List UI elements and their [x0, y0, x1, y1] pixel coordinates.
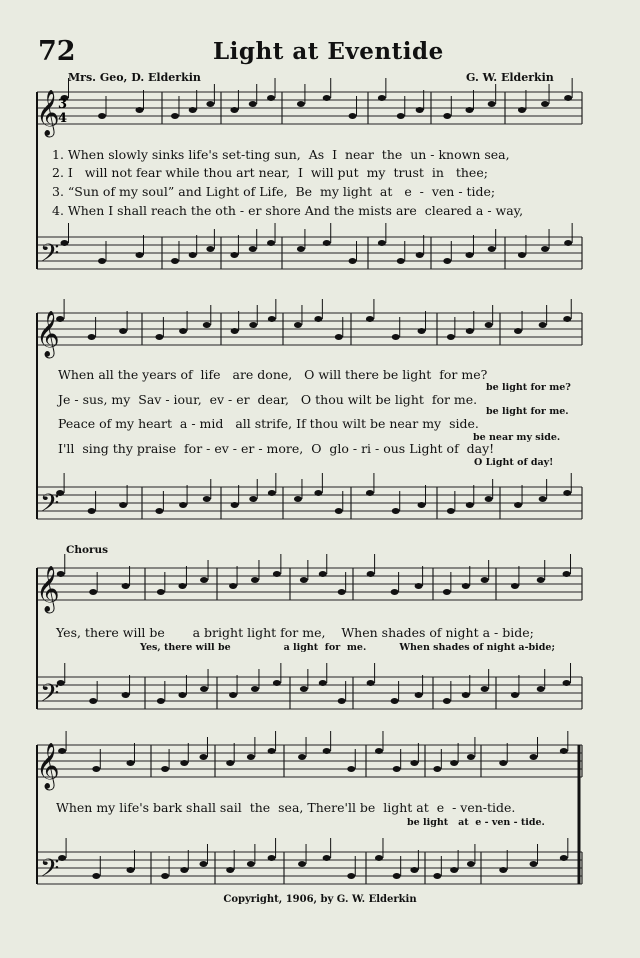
- note-head: [563, 316, 571, 322]
- note-head: [179, 328, 187, 334]
- bass-staff-1: [37, 223, 582, 269]
- note-head: [518, 252, 526, 258]
- refrain-line-2: Je - sus, my Sav - iour, ev - er dear, O thou wilt be light for me.: [58, 392, 478, 407]
- note-head: [338, 698, 346, 704]
- note-head: [366, 316, 374, 322]
- note-head: [189, 252, 197, 258]
- bass-staff-2: [37, 473, 582, 519]
- note-head: [462, 583, 470, 589]
- note-head: [199, 754, 207, 760]
- note-head: [391, 698, 399, 704]
- treble-clef-icon: 𝄞: [36, 311, 60, 357]
- note-head: [433, 766, 441, 772]
- note-head: [485, 496, 493, 502]
- treble-staff-3: [37, 554, 582, 600]
- note-head: [206, 246, 214, 252]
- note-head: [511, 583, 519, 589]
- note-head: [247, 754, 255, 760]
- note-head: [61, 240, 69, 246]
- note-head: [273, 571, 281, 577]
- note-head: [179, 502, 187, 508]
- treble-staff-1: [37, 78, 582, 124]
- verse-4: 4. When I shall reach the oth - er shore And the mists are cleared a - way,: [52, 203, 524, 218]
- note-head: [226, 760, 234, 766]
- note-head: [297, 101, 305, 107]
- note-head: [415, 583, 423, 589]
- note-head: [229, 583, 237, 589]
- note-head: [443, 698, 451, 704]
- note-head: [206, 101, 214, 107]
- note-head: [367, 680, 375, 686]
- bass-clef-icon: 𝄢: [40, 489, 60, 524]
- hymn-number: 72: [38, 36, 76, 67]
- note-head: [171, 113, 179, 119]
- note-head: [450, 867, 458, 873]
- note-head: [465, 107, 473, 113]
- note-head: [178, 692, 186, 698]
- note-head: [297, 246, 305, 252]
- note-head: [98, 113, 106, 119]
- note-head: [267, 95, 275, 101]
- note-head: [180, 867, 188, 873]
- note-head: [199, 861, 207, 867]
- note-head: [92, 873, 100, 879]
- final-line: When my life's bark shall sail the sea, There'll be light at e - ven-tide.: [56, 800, 516, 815]
- note-head: [319, 680, 327, 686]
- time-signature-bottom: 4: [58, 111, 68, 126]
- time-signature-top: 3: [58, 97, 68, 112]
- note-head: [231, 328, 239, 334]
- note-head: [443, 258, 451, 264]
- note-head: [514, 502, 522, 508]
- note-head: [563, 571, 571, 577]
- note-head: [465, 252, 473, 258]
- note-head: [366, 490, 374, 496]
- note-head: [347, 766, 355, 772]
- note-head: [126, 760, 134, 766]
- note-head: [203, 322, 211, 328]
- note-head: [447, 508, 455, 514]
- note-head: [323, 855, 331, 861]
- note-head: [488, 246, 496, 252]
- note-head: [249, 246, 257, 252]
- note-head: [443, 589, 451, 595]
- note-head: [268, 855, 276, 861]
- bass-clef-icon: 𝄢: [40, 854, 60, 889]
- note-head: [518, 107, 526, 113]
- note-head: [119, 502, 127, 508]
- note-head: [349, 258, 357, 264]
- note-head: [335, 334, 343, 340]
- note-head: [530, 754, 538, 760]
- note-head: [563, 490, 571, 496]
- bass-clef-icon: 𝄢: [40, 239, 60, 274]
- note-head: [537, 686, 545, 692]
- note-head: [180, 760, 188, 766]
- bass-staff-3: [37, 663, 582, 709]
- note-head: [88, 508, 96, 514]
- note-head: [539, 496, 547, 502]
- note-head: [378, 95, 386, 101]
- note-head: [393, 873, 401, 879]
- note-head: [410, 760, 418, 766]
- note-head: [98, 258, 106, 264]
- treble-clef-icon: 𝄞: [36, 566, 60, 612]
- note-head: [530, 861, 538, 867]
- note-head: [249, 322, 257, 328]
- note-head: [122, 583, 130, 589]
- note-head: [268, 316, 276, 322]
- note-head: [157, 698, 165, 704]
- note-head: [481, 577, 489, 583]
- verse-3: 3. “Sun of my soul” and Light of Life, Be my light at e - ven - tide;: [52, 184, 496, 199]
- note-head: [347, 873, 355, 879]
- note-head: [268, 490, 276, 496]
- note-head: [564, 240, 572, 246]
- bass-clef-icon: 𝄢: [40, 679, 60, 714]
- note-head: [488, 101, 496, 107]
- note-head: [418, 502, 426, 508]
- refrain-line-1: When all the years of life are done, O will there be light for me?: [58, 367, 488, 382]
- note-head: [416, 107, 424, 113]
- note-head: [335, 508, 343, 514]
- note-head: [393, 766, 401, 772]
- note-head: [267, 240, 275, 246]
- note-head: [539, 322, 547, 328]
- note-head: [378, 240, 386, 246]
- note-head: [323, 240, 331, 246]
- note-head: [273, 680, 281, 686]
- note-head: [161, 766, 169, 772]
- note-head: [499, 760, 507, 766]
- note-head: [226, 867, 234, 873]
- treble-clef-icon: 𝄞: [36, 90, 60, 136]
- note-head: [560, 748, 568, 754]
- note-head: [397, 258, 405, 264]
- note-head: [161, 873, 169, 879]
- note-head: [89, 589, 97, 595]
- note-head: [416, 252, 424, 258]
- note-head: [367, 571, 375, 577]
- note-head: [89, 698, 97, 704]
- note-head: [155, 334, 163, 340]
- note-head: [541, 101, 549, 107]
- note-head: [298, 861, 306, 867]
- note-head: [443, 113, 451, 119]
- note-head: [88, 334, 96, 340]
- treble-clef-icon: 𝄞: [36, 743, 60, 789]
- chorus-line: Yes, there will be a bright light for me, When shades of night a - bide;: [56, 625, 534, 640]
- note-head: [466, 502, 474, 508]
- note-head: [349, 113, 357, 119]
- note-head: [541, 246, 549, 252]
- note-head: [268, 748, 276, 754]
- verse-1: 1. When slowly sinks life's set-ting sun, As I near the un - known sea,: [52, 147, 510, 162]
- composer-credit: G. W. Elderkin: [466, 71, 554, 84]
- note-head: [564, 95, 572, 101]
- treble-staff-2: [37, 299, 582, 345]
- note-head: [300, 686, 308, 692]
- echo-1: be light for me?: [486, 382, 571, 393]
- note-head: [314, 316, 322, 322]
- note-head: [433, 873, 441, 879]
- note-head: [229, 692, 237, 698]
- echo-2: be light for me.: [486, 406, 569, 417]
- note-head: [200, 577, 208, 583]
- final-echo: be light at e - ven - tide.: [407, 817, 545, 828]
- note-head: [338, 589, 346, 595]
- note-head: [410, 867, 418, 873]
- note-head: [157, 589, 165, 595]
- note-head: [392, 508, 400, 514]
- note-head: [249, 101, 257, 107]
- note-head: [323, 748, 331, 754]
- note-head: [203, 496, 211, 502]
- echo-4: O Light of day!: [474, 457, 554, 468]
- refrain-line-4: I'll sing thy praise for - ev - er - more, O glo - ri - ous Light of day!: [58, 441, 495, 456]
- note-head: [462, 692, 470, 698]
- note-head: [294, 496, 302, 502]
- note-head: [485, 322, 493, 328]
- note-head: [397, 113, 405, 119]
- note-head: [294, 322, 302, 328]
- note-head: [298, 754, 306, 760]
- note-head: [511, 692, 519, 698]
- note-head: [375, 855, 383, 861]
- note-head: [391, 589, 399, 595]
- note-head: [499, 867, 507, 873]
- note-head: [450, 760, 458, 766]
- note-head: [375, 748, 383, 754]
- note-head: [467, 861, 475, 867]
- note-head: [126, 867, 134, 873]
- verse-2: 2. I will not fear while thou art near, I will put my trust in thee;: [52, 165, 488, 180]
- treble-staff-4: [37, 731, 582, 777]
- echo-3: be near my side.: [473, 432, 561, 443]
- note-head: [230, 252, 238, 258]
- note-head: [481, 686, 489, 692]
- note-head: [155, 508, 163, 514]
- note-head: [178, 583, 186, 589]
- chorus-bass-line: Yes, there will be a light for me. When shades of night a-bide;: [140, 642, 555, 653]
- note-head: [251, 577, 259, 583]
- note-head: [418, 328, 426, 334]
- note-head: [200, 686, 208, 692]
- note-head: [189, 107, 197, 113]
- note-head: [467, 754, 475, 760]
- note-head: [251, 686, 259, 692]
- note-head: [392, 334, 400, 340]
- note-head: [92, 766, 100, 772]
- refrain-line-3: Peace of my heart a - mid all strife, If thou wilt be near my side.: [58, 416, 479, 431]
- note-head: [563, 680, 571, 686]
- note-head: [136, 252, 144, 258]
- note-head: [466, 328, 474, 334]
- note-head: [447, 334, 455, 340]
- note-head: [119, 328, 127, 334]
- note-head: [560, 855, 568, 861]
- note-head: [300, 577, 308, 583]
- note-head: [415, 692, 423, 698]
- note-head: [537, 577, 545, 583]
- chorus-label: Chorus: [66, 544, 109, 556]
- hymn-title: Light at Eventide: [213, 38, 444, 65]
- note-head: [231, 502, 239, 508]
- note-head: [136, 107, 144, 113]
- note-head: [230, 107, 238, 113]
- note-head: [319, 571, 327, 577]
- note-head: [122, 692, 130, 698]
- copyright: Copyright, 1906, by G. W. Elderkin: [223, 894, 417, 905]
- note-head: [249, 496, 257, 502]
- note-head: [323, 95, 331, 101]
- note-head: [247, 861, 255, 867]
- lyricist-credit: Mrs. Geo, D. Elderkin: [68, 71, 201, 84]
- bass-staff-4: [37, 838, 582, 884]
- note-head: [314, 490, 322, 496]
- note-head: [171, 258, 179, 264]
- note-head: [514, 328, 522, 334]
